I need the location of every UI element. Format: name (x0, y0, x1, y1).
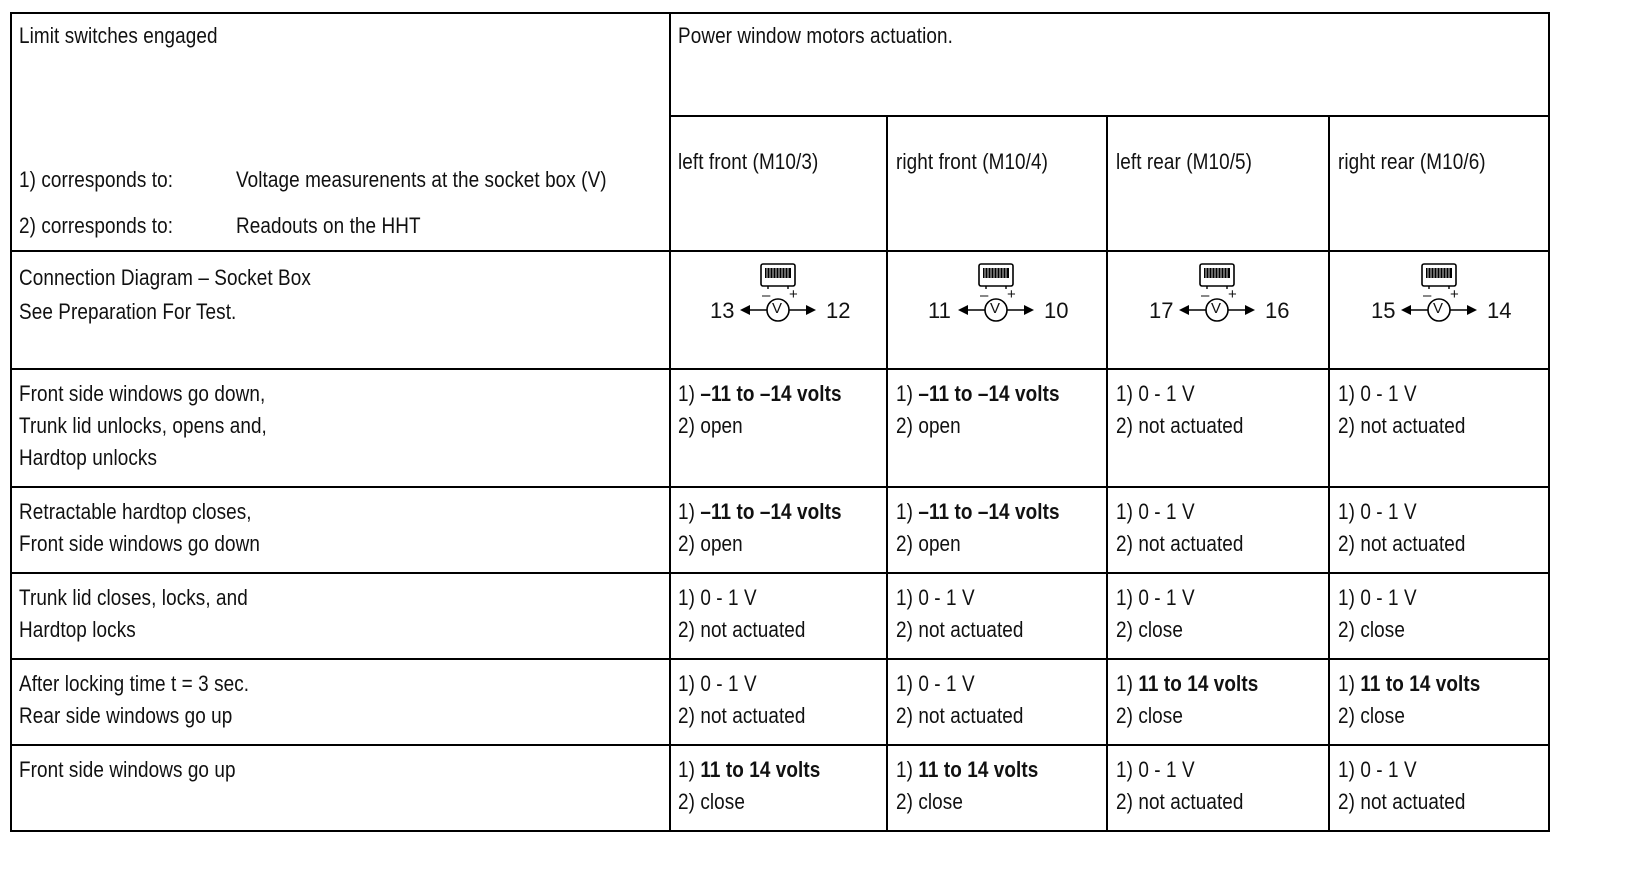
hht-readout: 2) not actuated (1338, 413, 1466, 438)
limit-switches-heading: Limit switches engaged (19, 23, 218, 48)
voltage-reading (678, 500, 842, 524)
reading-index: 1) (896, 381, 919, 406)
hht-readout: 2) close (678, 789, 745, 814)
column-header-left-rear: left rear (M10/5) (1116, 149, 1253, 174)
hht-readout: 2) not actuated (678, 703, 806, 728)
reading-index: 1) (1338, 585, 1361, 610)
connection-diagram-label: Connection Diagram – Socket Box (19, 265, 311, 290)
socket-box-icon (668, 258, 888, 338)
voltage-value: 11 to 14 volts (918, 757, 1039, 782)
table-border-bottom (10, 830, 1550, 832)
hht-readout: 2) close (896, 789, 963, 814)
voltage-reading (678, 672, 757, 696)
condition-text: Rear side windows go up (19, 703, 233, 728)
reading-index: 1) (1116, 671, 1139, 696)
socket-box-diagram (1107, 258, 1327, 338)
reading-index: 1) (896, 757, 919, 782)
voltage-value: 0 - 1 V (918, 585, 975, 610)
reading-index: 1) (678, 585, 701, 610)
condition-text: Hardtop unlocks (19, 445, 158, 470)
voltage-value: –11 to –14 volts (700, 381, 842, 406)
voltage-reading (1116, 672, 1258, 696)
column-divider (669, 12, 671, 832)
reading-index: 1) (1116, 757, 1139, 782)
positive-terminal-mark: + (1007, 286, 1016, 303)
voltage-value: 0 - 1 V (1360, 381, 1417, 406)
voltage-reading (1338, 382, 1417, 406)
hht-readout: 2) close (1338, 617, 1405, 642)
column-header-right-rear: right rear (M10/6) (1338, 149, 1486, 174)
row-divider (669, 115, 1550, 117)
voltage-value: 0 - 1 V (1138, 585, 1195, 610)
voltage-value: 0 - 1 V (1138, 499, 1195, 524)
table-border-top (10, 12, 1550, 14)
positive-terminal-mark: + (1228, 286, 1237, 303)
reading-index: 1) (896, 671, 919, 696)
column-header-left-front: left front (M10/3) (678, 149, 819, 174)
column-header-right-front: right front (M10/4) (896, 149, 1049, 174)
voltage-reading (1116, 586, 1195, 610)
hht-readout: 2) close (1116, 617, 1183, 642)
note-2-label: 2) corresponds to: (19, 213, 174, 238)
negative-pin-number: 15 (1371, 298, 1396, 323)
voltage-reading (1116, 500, 1195, 524)
reading-index: 1) (1338, 757, 1361, 782)
hht-readout: 2) open (678, 413, 743, 438)
voltmeter-symbol: V (1211, 300, 1222, 317)
row-divider (10, 658, 1550, 660)
negative-pin-number: 13 (710, 298, 735, 323)
table-border-right (1548, 12, 1550, 832)
positive-terminal-mark: + (1450, 286, 1459, 303)
condition-text: Front side windows go down (19, 531, 260, 556)
hht-readout: 2) close (1116, 703, 1183, 728)
negative-pin-number: 17 (1149, 298, 1174, 323)
hht-readout: 2) close (1338, 703, 1405, 728)
reading-index: 1) (896, 585, 919, 610)
voltage-value: 11 to 14 volts (1138, 671, 1259, 696)
socket-box-diagram (886, 258, 1106, 338)
voltage-value: 11 to 14 volts (700, 757, 821, 782)
column-divider (1106, 117, 1108, 832)
note-1-text: Voltage measurenents at the socket box (V) (236, 167, 607, 192)
voltmeter-symbol: V (772, 300, 783, 317)
table-border-left (10, 12, 12, 832)
reading-index: 1) (1116, 499, 1139, 524)
voltage-reading (896, 672, 975, 696)
positive-pin-number: 12 (826, 298, 851, 323)
reading-index: 1) (1338, 499, 1361, 524)
negative-terminal-mark: – (1201, 287, 1210, 304)
voltage-value: 0 - 1 V (1360, 499, 1417, 524)
column-divider (886, 117, 888, 832)
voltmeter-symbol: V (990, 300, 1001, 317)
socket-box-icon (1107, 258, 1327, 338)
condition-text: Front side windows go down, (19, 381, 266, 406)
voltage-reading (1338, 758, 1417, 782)
voltage-reading (1338, 672, 1480, 696)
hht-readout: 2) not actuated (896, 617, 1024, 642)
row-divider (10, 572, 1550, 574)
voltage-value: 0 - 1 V (1360, 757, 1417, 782)
voltage-reading (896, 500, 1060, 524)
voltage-reading (1116, 758, 1195, 782)
row-divider (10, 486, 1550, 488)
hht-readout: 2) open (678, 531, 743, 556)
reading-index: 1) (1116, 585, 1139, 610)
negative-pin-number: 11 (928, 298, 951, 323)
reading-index: 1) (678, 499, 701, 524)
voltage-reading (678, 586, 757, 610)
voltmeter-symbol: V (1433, 300, 1444, 317)
column-divider (1328, 117, 1330, 832)
condition-text: Hardtop locks (19, 617, 136, 642)
voltage-value: 0 - 1 V (1138, 381, 1195, 406)
voltage-reading (896, 758, 1038, 782)
voltage-value: 0 - 1 V (918, 671, 975, 696)
socket-box-icon (1329, 258, 1549, 338)
voltage-value: –11 to –14 volts (918, 381, 1060, 406)
preparation-note: See Preparation For Test. (19, 299, 237, 324)
negative-terminal-mark: – (1423, 287, 1432, 304)
socket-box-diagram (1329, 258, 1549, 338)
condition-text: After locking time t = 3 sec. (19, 671, 250, 696)
voltage-reading (1116, 382, 1195, 406)
row-divider (10, 250, 1550, 252)
voltage-reading (678, 758, 820, 782)
voltage-value: 0 - 1 V (700, 585, 757, 610)
hht-readout: 2) not actuated (678, 617, 806, 642)
voltage-value: 0 - 1 V (1138, 757, 1195, 782)
reading-index: 1) (1338, 671, 1361, 696)
reading-index: 1) (896, 499, 919, 524)
hht-readout: 2) not actuated (1116, 789, 1244, 814)
row-divider (10, 368, 1550, 370)
condition-text: Trunk lid unlocks, opens and, (19, 413, 267, 438)
voltage-reading (896, 586, 975, 610)
socket-box-diagram (668, 258, 888, 338)
positive-pin-number: 16 (1265, 298, 1290, 323)
condition-text: Front side windows go up (19, 757, 236, 782)
hht-readout: 2) not actuated (1338, 789, 1466, 814)
condition-text: Retractable hardtop closes, (19, 499, 252, 524)
voltage-value: –11 to –14 volts (918, 499, 1060, 524)
condition-text: Trunk lid closes, locks, and (19, 585, 248, 610)
row-divider (10, 744, 1550, 746)
negative-terminal-mark: – (980, 287, 989, 304)
voltage-value: –11 to –14 volts (700, 499, 842, 524)
note-1-label: 1) corresponds to: (19, 167, 174, 192)
voltage-reading (1338, 500, 1417, 524)
reading-index: 1) (1338, 381, 1361, 406)
socket-box-icon (886, 258, 1106, 338)
hht-readout: 2) not actuated (1338, 531, 1466, 556)
voltage-reading (1338, 586, 1417, 610)
hht-readout: 2) not actuated (1116, 413, 1244, 438)
reading-index: 1) (678, 757, 701, 782)
hht-readout: 2) not actuated (1116, 531, 1244, 556)
voltage-value: 11 to 14 volts (1360, 671, 1481, 696)
positive-terminal-mark: + (789, 286, 798, 303)
positive-pin-number: 14 (1487, 298, 1512, 323)
negative-terminal-mark: – (762, 287, 771, 304)
hht-readout: 2) open (896, 413, 961, 438)
note-2-text: Readouts on the HHT (236, 213, 421, 238)
reading-index: 1) (1116, 381, 1139, 406)
hht-readout: 2) not actuated (896, 703, 1024, 728)
voltage-reading (896, 382, 1060, 406)
reading-index: 1) (678, 671, 701, 696)
motors-actuation-heading: Power window motors actuation. (678, 23, 953, 48)
reading-index: 1) (678, 381, 701, 406)
positive-pin-number: 10 (1044, 298, 1069, 323)
voltage-value: 0 - 1 V (700, 671, 757, 696)
hht-readout: 2) open (896, 531, 961, 556)
voltage-reading (678, 382, 842, 406)
voltage-value: 0 - 1 V (1360, 585, 1417, 610)
